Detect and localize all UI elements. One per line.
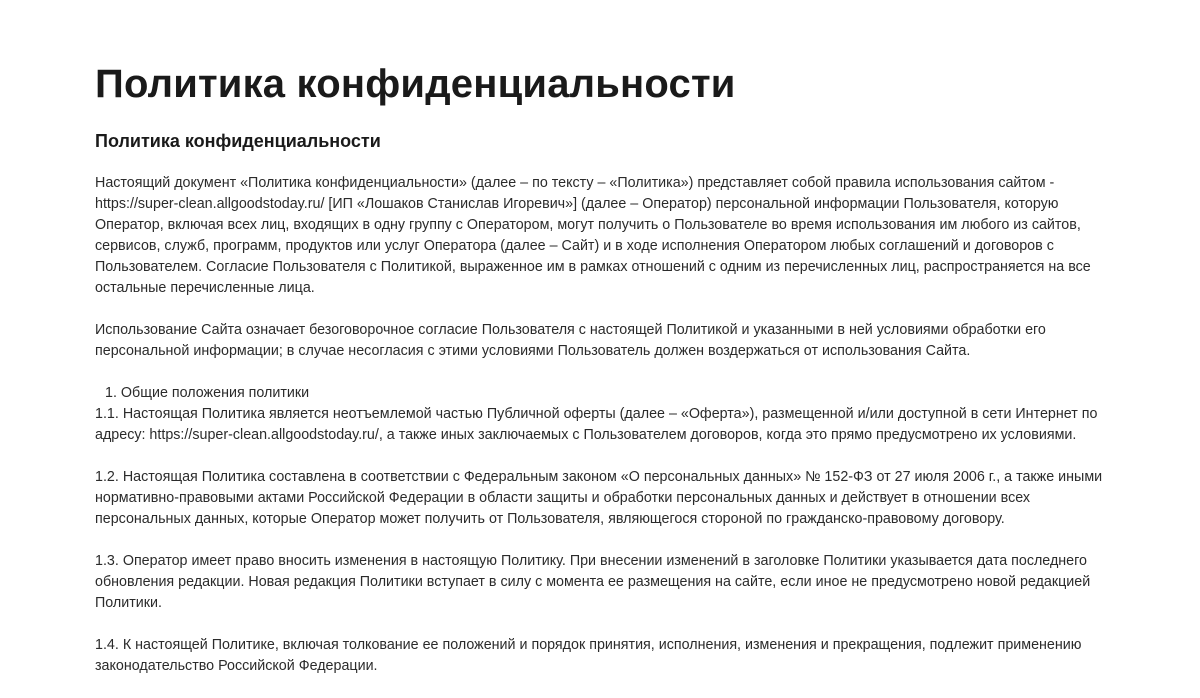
paragraph-intro: Настоящий документ «Политика конфиденциальности» (далее – по тексту – «Политика») представляет собой правила использования сайтом - https://super-clean.allgoodstoday.ru/ [ИП «Лошаков Станислав Игоревич»] (далее – Оператор) персональной информации Пользователя, которую Оператор, включая всех лиц, входящих в одну группу с Оператором, могут получить о Пользователе во время использования им любого из сайтов, сервисов, служб, программ, продуктов или услуг Оператора (далее – Сайт) и в ходе исполнения Оператором любых соглашений и договоров с Пользователем. Согласие Пользователя с Политикой, выраженное им в рамках отношений с одним из перечисленных лиц, распространяется на все остальные перечисленные лица. <box>95 175 1091 296</box>
paragraph-1-4: 1.4. К настоящей Политике, включая толкование ее положений и порядок принятия, исполнения, изменения и прекращения, подлежит применению законодательство Российской Федерации. <box>95 637 1082 674</box>
section-heading: Политика конфиденциальности <box>95 131 381 151</box>
document-body <box>95 173 1105 698</box>
section-1-title: 1. Общие положения политики <box>105 385 310 401</box>
paragraph-1-1: 1.1. Настоящая Политика является неотъемлемой частью Публичной оферты (далее – «Оферта»), размещенной и/или доступной в сети Интернет по адресу: https://super-clean.allgoodstoday.ru/, а также иных заключаемых с Пользователем договоров, когда это прямо предусмотрено их условиями. <box>95 406 1098 443</box>
page-title: Политика конфиденциальности <box>95 62 736 106</box>
paragraph-consent: Использование Сайта означает безоговорочное согласие Пользователя с настоящей Политикой и указанными в ней условиями обработки его персональной информации; в случае несогласия с этими условиями Пользователь должен воздержаться от использования Сайта. <box>95 322 1046 359</box>
paragraph-1-3: 1.3. Оператор имеет право вносить изменения в настоящую Политику. При внесении изменений в заголовке Политики указывается дата последнего обновления редакции. Новая редакция Политики вступает в силу с момента ее размещения на сайте, если иное не предусмотрено новой редакцией Политики. <box>95 553 1091 611</box>
paragraph-1-2: 1.2. Настоящая Политика составлена в соответствии с Федеральным законом «О персональных данных» № 152-ФЗ от 27 июля 2006 г., а также иными нормативно-правовыми актами Российской Федерации в области защиты и обработки персональных данных и действует в отношении всех персональных данных, которые Оператор может получить от Пользователя, являющегося стороной по гражданско-правовому договору. <box>95 469 1103 527</box>
